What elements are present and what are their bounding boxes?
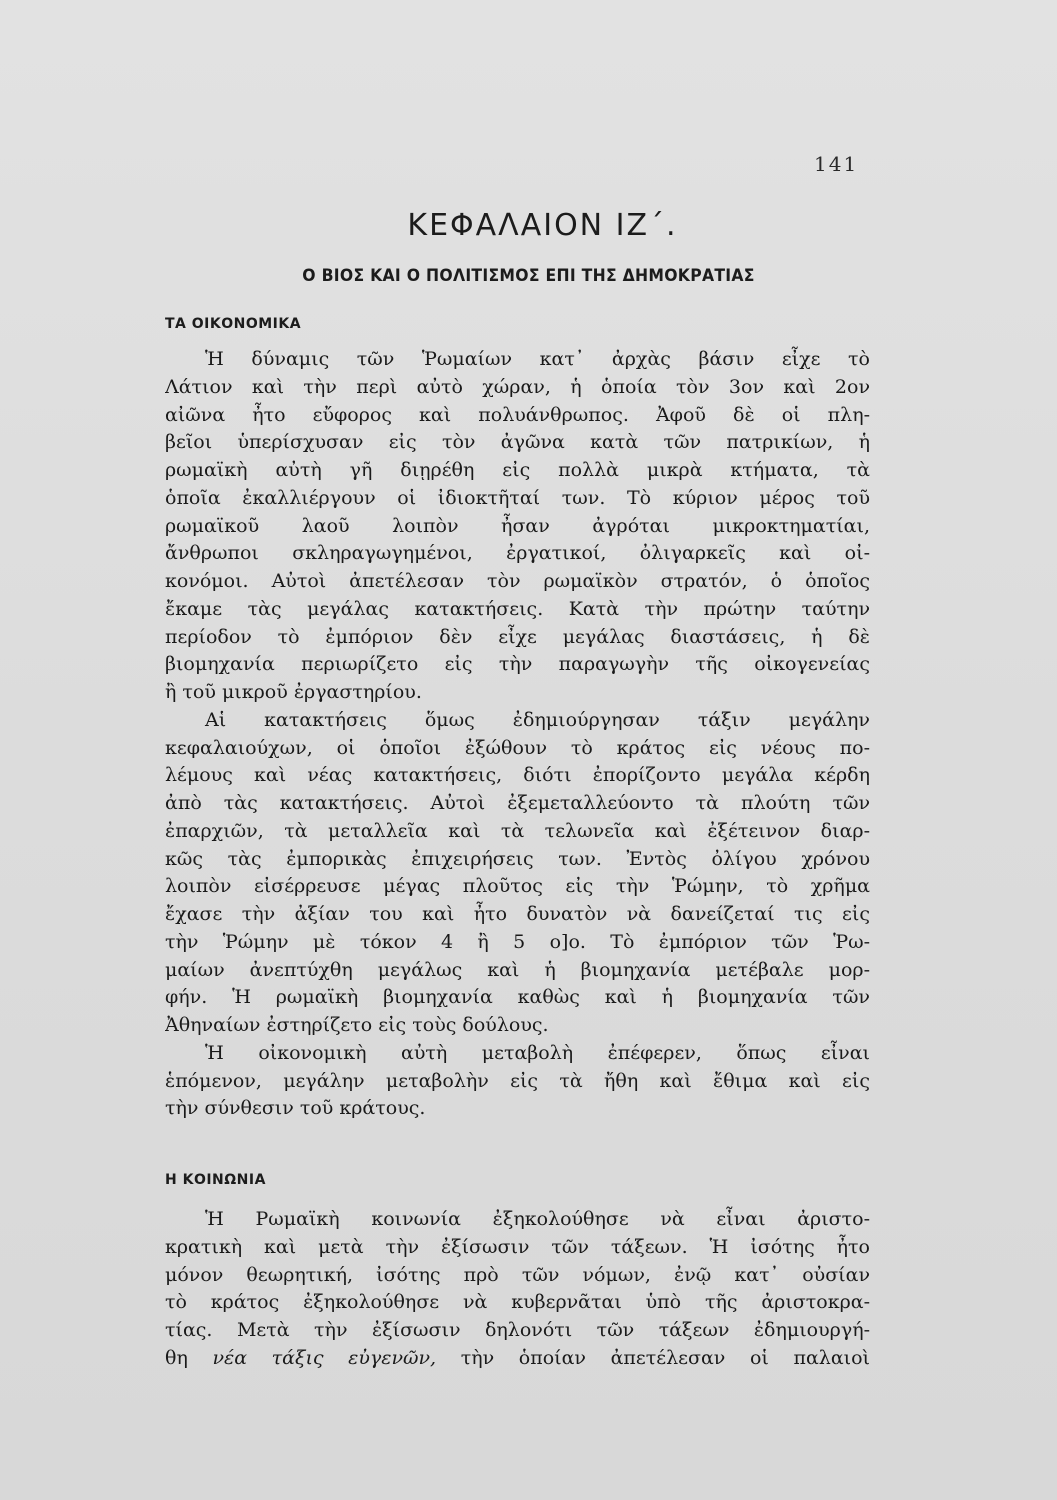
text-line: κῶς τὰς ἐμπορικὰς ἐπιχειρήσεις των. Ἐντὸς ὀλίγου χρόνου	[165, 847, 870, 870]
text-line: Ἡ δύναμις τῶν Ῥωμαίων κατ᾽ ἀρχὰς βάσιν εἶχε τὸ	[205, 348, 870, 370]
text-line: βιομηχανία περιωρίζετο εἰς τὴν παραγωγὴν τῆς οἰκογενείας	[165, 653, 870, 676]
text-line: μαίων ἀνεπτύχθη μεγάλως καὶ ἡ βιομηχανία μετέβαλε μορ-	[165, 958, 870, 981]
section-heading-economics: ΤΑ ΟΙΚΟΝΟΜΙΚΑ	[165, 316, 302, 332]
text-line: ἢ τοῦ μικροῦ ἐργαστηρίου.	[165, 681, 422, 703]
text-line: Αἱ κατακτήσεις ὅμως ἐδημιούργησαν τάξιν μεγάλην	[205, 708, 870, 731]
text-line: κονόμοι. Αὐτοὶ ἀπετέλεσαν τὸν ρωμαϊκὸν στρατόν, ὁ ὁποῖος	[165, 570, 870, 592]
page-number: 141	[814, 152, 859, 176]
text-line: τὸ κράτος ἐξηκολούθησε νὰ κυβερνᾶται ὑπὸ τῆς ἀριστοκρα-	[165, 1291, 870, 1314]
text-line: τίας. Μετὰ τὴν ἐξίσωσιν δηλονότι τῶν τάξεων ἐδημιουργή-	[165, 1319, 870, 1341]
chapter-subtitle: Ο ΒΙΟΣ ΚΑΙ Ο ΠΟΛΙΤΙΣΜΟΣ ΕΠΙ ΤΗΣ ΔΗΜΟΚΡΑΤΙΑΣ	[302, 266, 755, 286]
text-line: ρωμαϊκοῦ λαοῦ λοιπὸν ἦσαν ἀγρόται μικροκτηματίαι,	[165, 514, 870, 537]
paragraph-society-1	[165, 1206, 870, 1373]
text-line: κεφαλαιούχων, οἱ ὁποῖοι ἐξώθουν τὸ κράτος εἰς νέους πο-	[165, 736, 870, 759]
text-line: λοιπὸν εἰσέρρευσε μέγας πλοῦτος εἰς τὴν Ῥώμην, τὸ χρῆμα	[165, 875, 870, 898]
text-line: ρωμαϊκὴ αὐτὴ γῆ διῃρέθη εἰς πολλὰ μικρὰ κτήματα, τὰ	[165, 459, 870, 481]
text-line: αἰῶνα ἦτο εὔφορος καὶ πολυάνθρωπος. Ἀφοῦ δὲ οἱ πλη-	[165, 403, 870, 426]
text-line: Ἀθηναίων ἐστηρίζετο εἰς τοὺς δούλους.	[165, 1014, 549, 1036]
text-line-mixed	[165, 1345, 870, 1373]
text-line: φήν. Ἡ ρωμαϊκὴ βιομηχανία καθὼς καὶ ἡ βιομηχανία τῶν	[165, 986, 870, 1009]
text-line: κρατικὴ καὶ μετὰ τὴν ἐξίσωσιν τῶν τάξεων. Ἡ ἰσότης ἦτο	[165, 1235, 870, 1258]
text-line: ἔχασε τὴν ἀξίαν του καὶ ἦτο δυνατὸν νὰ δανείζεταί τις εἰς	[165, 903, 870, 925]
text-line: τὴν σύνθεσιν τοῦ κράτους.	[165, 1097, 426, 1120]
text-line: ἐπαρχιῶν, τὰ μεταλλεῖα καὶ τὰ τελωνεῖα καὶ ἐξέτεινον διαρ-	[165, 819, 870, 842]
text-line: ἔκαμε τὰς μεγάλας κατακτήσεις. Κατὰ τὴν πρώτην ταύτην	[165, 597, 870, 620]
text-line: Λάτιον καὶ τὴν περὶ αὐτὸ χώραν, ἡ ὁποία τὸν 3ον καὶ 2ον	[165, 375, 870, 398]
text-line: περίοδον τὸ ἐμπόριον δὲν εἶχε μεγάλας διαστάσεις, ἡ δὲ	[165, 625, 870, 648]
paragraph-economics-1	[165, 346, 870, 1123]
italic-phrase: νέα τάξις εὐγενῶν,	[212, 1346, 437, 1369]
chapter-title: ΚΕΦΑΛΑΙΟΝ ΙΖ΄.	[407, 208, 678, 243]
text-line: ἀπὸ τὰς κατακτήσεις. Αὐτοὶ ἐξεμεταλλεύοντο τὰ πλούτη τῶν	[165, 792, 870, 814]
text-fragment: θη	[165, 1346, 188, 1369]
text-line: ὁποῖα ἐκαλλιέργουν οἱ ἰδιοκτῆταί των. Τὸ κύριον μέρος τοῦ	[165, 486, 870, 509]
text-line: τὴν Ῥώμην μὲ τόκον 4 ἢ 5 ο]ο. Τὸ ἐμπόριον τῶν Ῥω-	[165, 930, 870, 953]
text-fragment: τὴν ὁποίαν ἀπετέλεσαν οἱ παλαιοὶ	[460, 1346, 870, 1369]
text-line: Ἡ οἰκονομικὴ αὐτὴ μεταβολὴ ἐπέφερεν, ὅπως εἶναι	[205, 1041, 870, 1064]
section-heading-society: Η ΚΟΙΝΩΝΙΑ	[165, 1172, 266, 1188]
text-line: λέμους καὶ νέας κατακτήσεις, διότι ἐπορίζοντο μεγάλα κέρδη	[165, 764, 870, 787]
text-line: ἄνθρωποι σκληραγωγημένοι, ἐργατικοί, ὀλιγαρκεῖς καὶ οἰ-	[165, 542, 870, 565]
text-line: μόνον θεωρητική, ἰσότης πρὸ τῶν νόμων, ἐνῷ κατ᾽ οὐσίαν	[165, 1263, 870, 1286]
text-line: Ἡ Ρωμαϊκὴ κοινωνία ἐξηκολούθησε νὰ εἶναι ἀριστο-	[205, 1208, 870, 1230]
text-line: βεῖοι ὑπερίσχυσαν εἰς τὸν ἀγῶνα κατὰ τῶν πατρικίων, ἡ	[165, 431, 870, 454]
text-line: ἑπόμενον, μεγάλην μεταβολὴν εἰς τὰ ἤθη καὶ ἔθιμα καὶ εἰς	[165, 1069, 870, 1092]
